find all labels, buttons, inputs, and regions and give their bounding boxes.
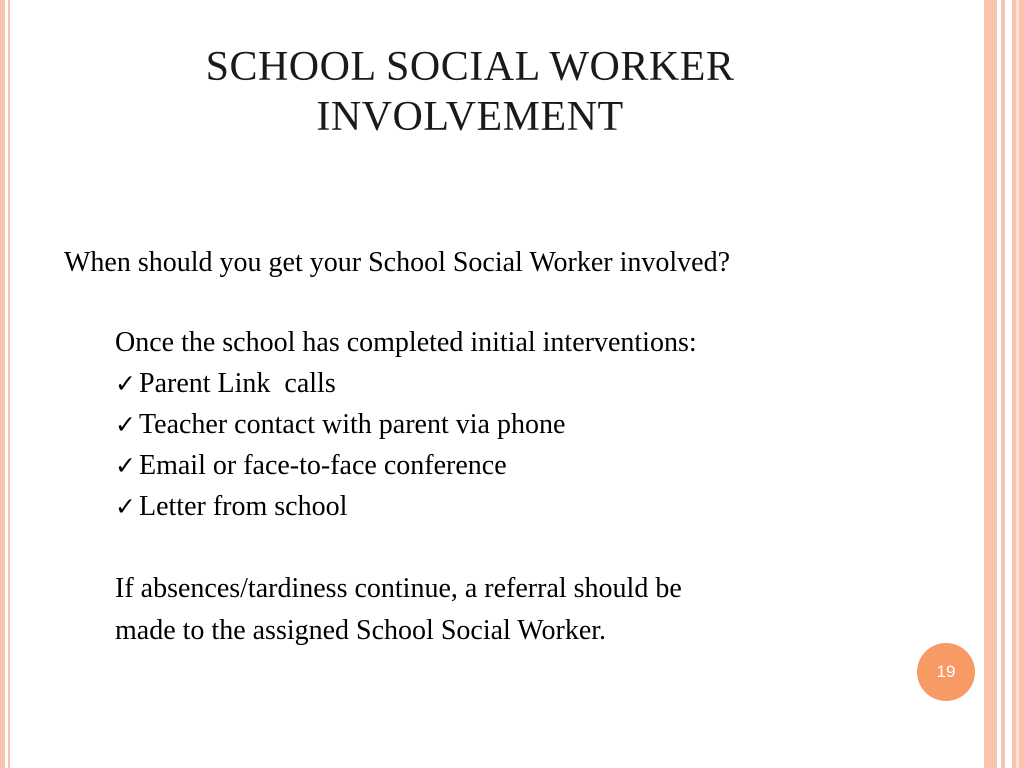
right-frame-inner	[1016, 0, 1019, 768]
checklist-item-label: Email or face-to-face conference	[139, 450, 507, 481]
left-frame-bar	[0, 0, 5, 768]
checkmark-icon: ✓	[115, 492, 136, 521]
checkmark-icon: ✓	[115, 451, 136, 480]
page-number-badge	[917, 643, 975, 701]
closing-text-line-1: If absences/tardiness continue, a referral should be	[115, 573, 682, 604]
question-text: When should you get your School Social Worker involved?	[64, 247, 730, 278]
right-frame-line	[1001, 0, 1005, 768]
checkmark-icon: ✓	[115, 369, 136, 398]
checklist-item	[115, 449, 507, 483]
page-number: 19	[936, 662, 956, 681]
slide-title-line-2: INVOLVEMENT	[316, 94, 624, 140]
checklist-item-label: Letter from school	[139, 491, 348, 522]
closing-text-line-2: made to the assigned School Social Worker.	[115, 615, 607, 646]
slide-title	[120, 42, 820, 142]
left-frame-line	[8, 0, 10, 768]
intro-text: Once the school has completed initial interventions:	[115, 327, 697, 358]
slide-title-line-1: SCHOOL SOCIAL WORKER	[205, 44, 735, 90]
checklist-item	[115, 490, 347, 524]
right-frame-bar	[984, 0, 997, 768]
checklist-item-label: Parent Link calls	[139, 368, 336, 399]
checklist-item	[115, 408, 565, 442]
checkmark-icon: ✓	[115, 410, 136, 439]
checklist-item-label: Teacher contact with parent via phone	[139, 409, 566, 440]
checklist-item	[115, 367, 336, 401]
